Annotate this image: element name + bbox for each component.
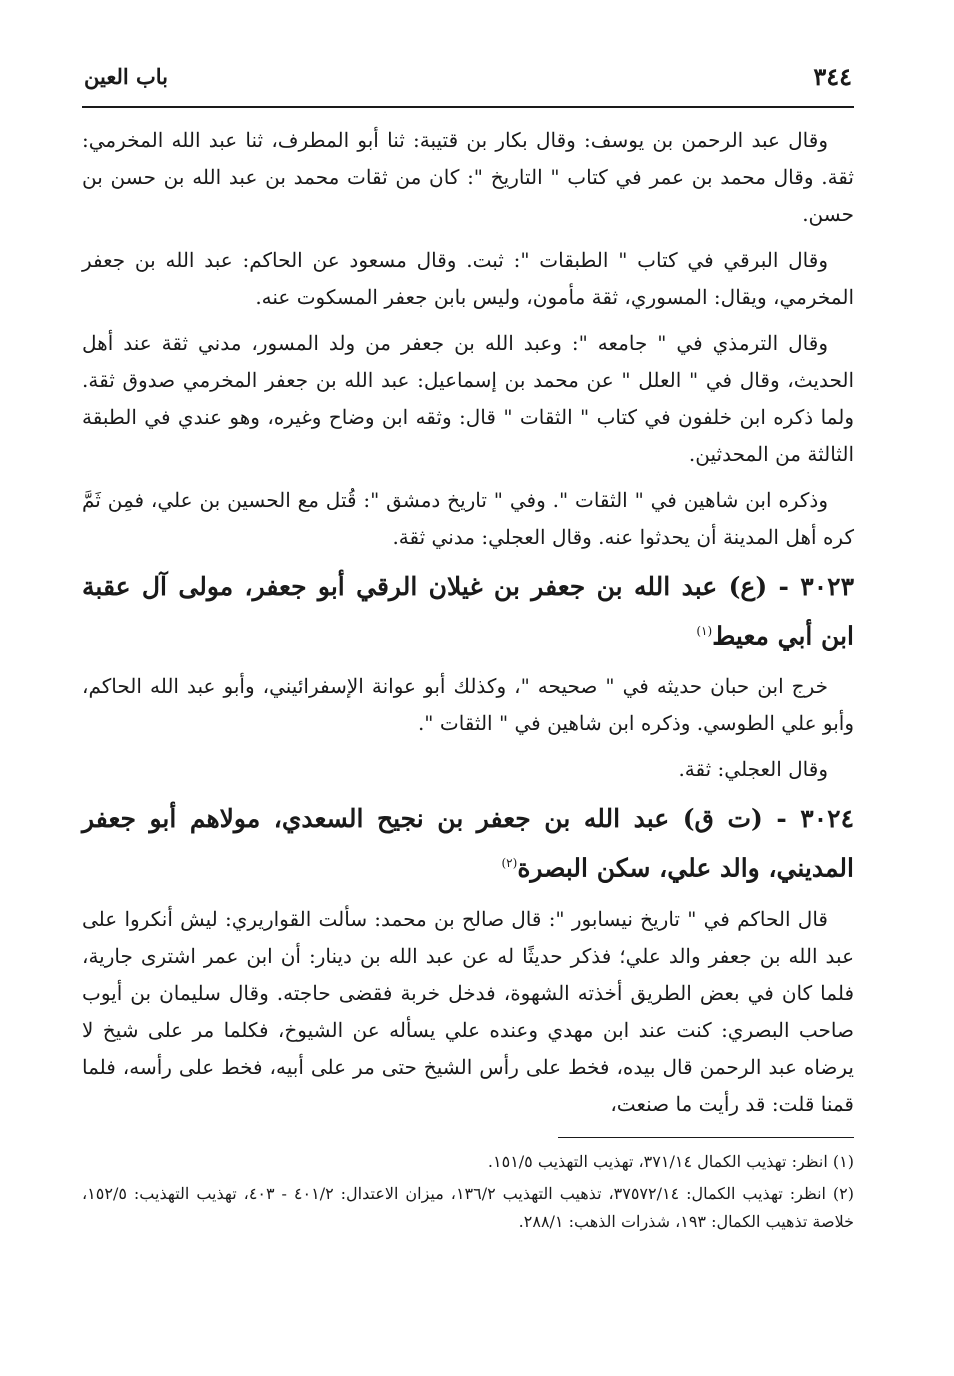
paragraph: وقال عبد الرحمن بن يوسف: وقال بكار بن قتيبة: ثنا أبو المطرف، ثنا عبد الله المخرمي: ثقة. وقال محمد بن عمر في كتاب " التاريخ ": كان من ثقات محمد بن عبد الله بن حسن بن حسن.	[82, 128, 854, 226]
paragraph: خرج ابن حبان حديثه في " صحيحه "، وكذلك أبو عوانة الإسفرائيني، وأبو عبد الله الحاكم، وأبو علي الطوسي. وذكره ابن شاهين في " الثقات ".	[82, 674, 854, 736]
footnote-ref[interactable]: (٢)	[501, 856, 518, 871]
paragraph: وقال العجلي: ثقة.	[678, 757, 828, 782]
section-title: باب العين	[84, 64, 169, 89]
main-text	[82, 122, 854, 1123]
entry-heading-3024: ٣٠٢٤ - (ت ق) عبد الله بن جعفر بن نجيح السعدي، مولاهم أبو جعفر المديني، والد علي، سكن البصرة$^{(٢)}$	[82, 804, 854, 883]
paragraph: وذكره ابن شاهين في " الثقات ". وفي " تاريخ دمشق ": قُتل مع الحسين بن علي، فمِن ثَمَّ كره أهل المدينة أن يحدثوا عنه. وقال العجلي: مدني ثقة.	[82, 488, 854, 549]
entry-heading-3023: ٣٠٢٣ - (ع) عبد الله بن جعفر بن غيلان الرقي أبو جعفر، مولى آل عقبة ابن أبي معيط$^{(١)}$	[82, 572, 854, 651]
footnote-ref[interactable]: (١)	[696, 624, 713, 638]
paragraph: وقال البرقي في كتاب " الطبقات ": ثبت. وقال مسعود عن الحاكم: عبد الله بن جعفر المخرمي، ويقال: المسوري، ثقة مأمون، وليس بابن جعفر المسكوت عنه.	[82, 248, 854, 309]
footnote: (١) انظر: تهذيب الكمال ٣٧١/١٤، تهذيب التهذيب ١٥١/٥.	[487, 1151, 854, 1171]
footnote: (٢) انظر: تهذيب الكمال: ٣٧٥٧٢/١٤، تذهيب التهذيب ١٣٦/٢، ميزان الاعتدال: ٤٠١/٢ - ٤٠٣، تهذيب التهذيب: ١٥٢/٥، خلاصة تذهيب الكمال: ١٩٣، شذرات الذهب: ٢٨٨/١.	[82, 1183, 855, 1231]
page-number: ٣٤٤	[813, 62, 852, 91]
footnote-divider	[558, 1137, 854, 1138]
footnotes	[82, 1148, 854, 1236]
paragraph: قال الحاكم في " تاريخ نيسابور ": قال صالح بن محمد: سألت القواريري: ليش أنكروا على عبد الله بن جعفر والد علي؛ فذكر حديثًا له عن عبد الله بن دينار: أن ابن عمر اشترى جارية، فلما كان في بعض الطريق أخذته الشهوة، فدخل خربة فقضى حاجته. وقال سليمان بن أيوب صاحب البصري: كنت عند ابن مهدي وعنده علي يسأله عن الشيوخ، فكلما مر على شيخ لا يرضاه عبد الرحمن قال بيده، فخط على رأس الشيخ حتى مر على أبيه، فخط على رأسه، فلما قمنا قلت: قد رأيت ما صنعت،	[82, 906, 854, 1116]
paragraph: وقال الترمذي في " جامعه ": وعبد الله بن جعفر من ولد المسور، مدني ثقة عند أهل الحديث، وقال في " العلل " عن محمد بن إسماعيل: عبد الله بن جعفر المخرمي صدوق ثقة. ولما ذكره ابن خلفون في كتاب " الثقات " قال: وثقه ابن وضاح وغيره، وهو عندي في الطبقة الثالثة من المحدثين.	[82, 331, 854, 466]
running-header	[82, 58, 854, 108]
